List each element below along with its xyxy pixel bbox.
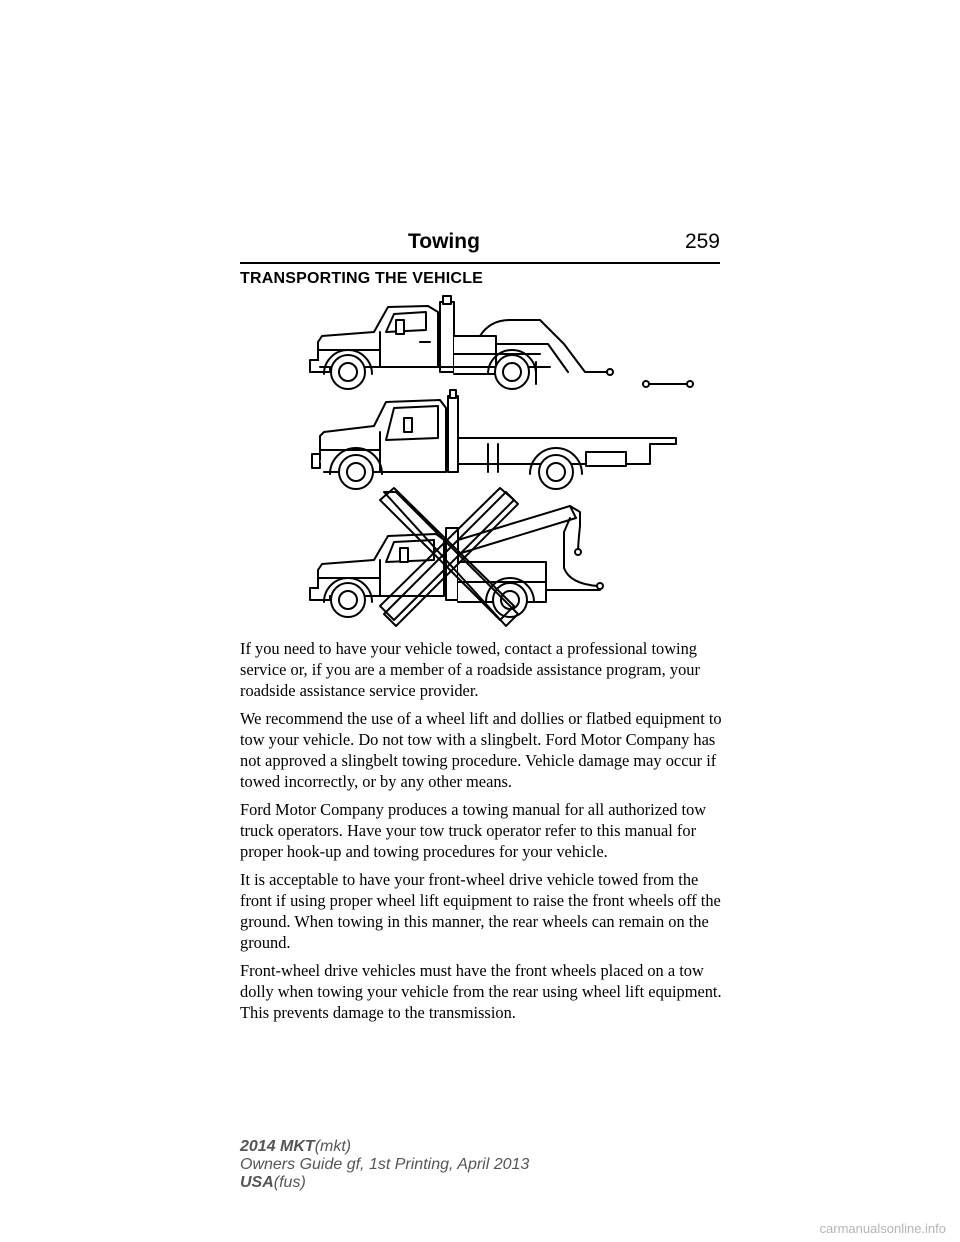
footer-model-year: 2014 MKT	[240, 1138, 315, 1155]
slingbelt-tow-truck-icon	[310, 506, 603, 617]
footer-model	[240, 1138, 529, 1156]
paragraph: We recommend the use of a wheel lift and dollies or flatbed equipment to tow your vehicle. Do not tow with a slingbelt. Ford Motor Company has not approved a slingbelt towing procedure. Vehicle damage may occur if towed incorrectly, or by any other means.	[240, 709, 722, 791]
page-number: 259	[684, 230, 720, 253]
section-title: TRANSPORTING THE VEHICLE	[240, 270, 484, 287]
footer-guide: Owners Guide gf, 1st Printing, April 2013	[240, 1156, 530, 1173]
dolly-icon	[643, 381, 693, 387]
watermark: carmanualsonline.info	[819, 1221, 946, 1236]
paragraph: Ford Motor Company produces a towing manual for all authorized tow truck operators. Have your tow truck operator refer to this manual for proper hook-up and towing procedures for your vehicle.	[240, 800, 707, 861]
page-header	[240, 226, 720, 264]
paragraph: Front-wheel drive vehicles must have the front wheels placed on a tow dolly when towing your vehicle from the rear using wheel lift equipment. This prevents damage to the transmission.	[240, 961, 722, 1022]
wheel-lift-tow-truck-icon	[310, 296, 613, 389]
towing-illustration	[300, 292, 710, 632]
paragraph: It is acceptable to have your front-wheel drive vehicle towed from the front if using proper wheel lift equipment to raise the front wheels off the ground. When towing in this manner, the rear wheels can remain on the ground.	[240, 870, 721, 952]
page-footer	[240, 1138, 529, 1192]
footer-model-code: (mkt)	[314, 1138, 352, 1155]
chapter-title: Towing	[408, 230, 480, 253]
footer-market-name: USA	[240, 1174, 274, 1191]
paragraph: If you need to have your vehicle towed, contact a professional towing service or, if you are a member of a roadside assistance program, your roadside assistance service provider.	[240, 639, 700, 700]
footer-market	[240, 1174, 529, 1192]
body-text	[240, 638, 730, 1030]
footer-market-code: (fus)	[273, 1174, 306, 1191]
flatbed-tow-truck-icon	[312, 390, 676, 489]
